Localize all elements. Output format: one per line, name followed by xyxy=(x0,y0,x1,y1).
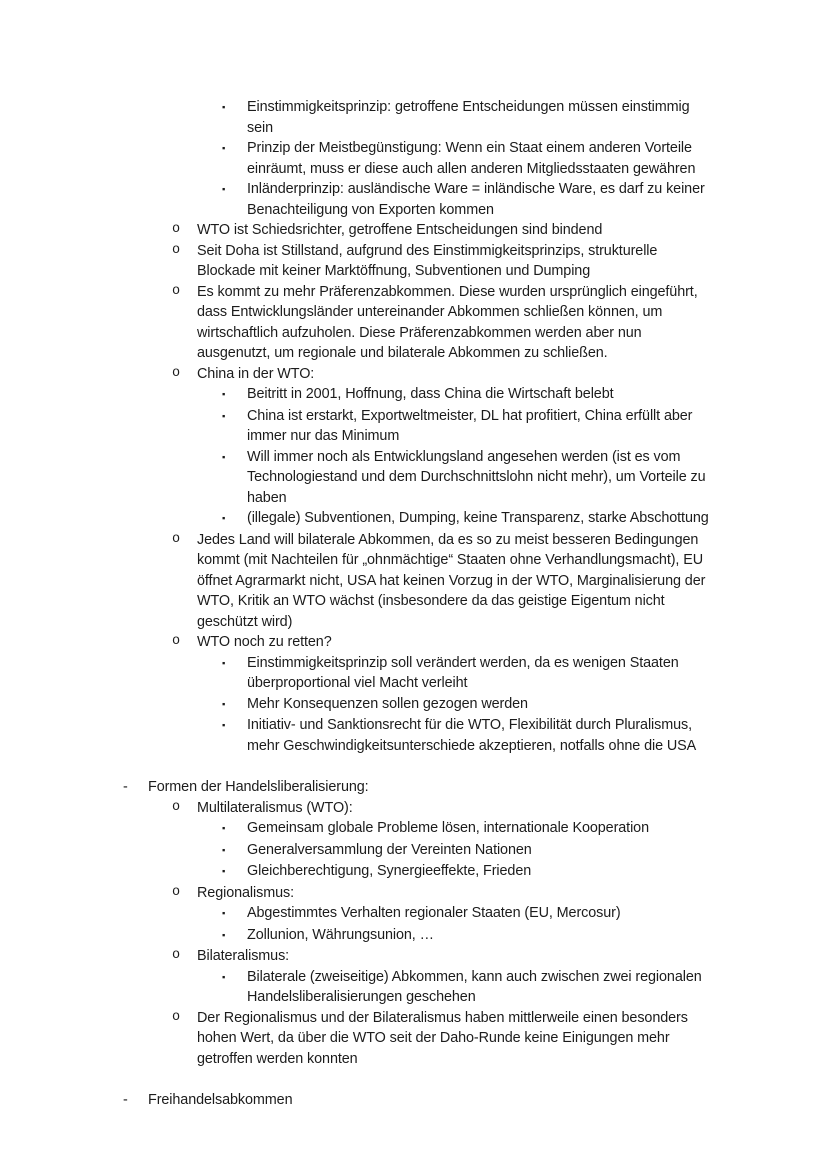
list-item-text: WTO noch zu retten? xyxy=(197,634,332,650)
bullet-square-icon: ▪ xyxy=(222,971,226,983)
list-item xyxy=(222,818,710,840)
list-item-text: Bilateralismus: xyxy=(197,948,290,964)
list-item xyxy=(172,798,710,819)
list-item-text: Gleichberechtigung, Synergieeffekte, Frieden xyxy=(247,863,532,879)
bullet-square-icon: ▪ xyxy=(222,451,226,463)
list-item xyxy=(172,241,710,282)
list-item-text: Initiativ- und Sanktionsrecht für die WTO, Flexibilität durch Pluralismus, mehr Geschwindigkeitsunterschiede akzeptieren, notfalls ohne die USA xyxy=(247,717,697,754)
bullet-square-icon: ▪ xyxy=(222,908,226,919)
bullet-circle-icon: o xyxy=(172,222,181,237)
list-item xyxy=(222,384,710,406)
list-item xyxy=(222,715,710,756)
bullet-circle-icon: o xyxy=(172,948,181,963)
bullet-square-icon: ▪ xyxy=(222,389,226,400)
list-item-text: Bilaterale (zweiseitige) Abkommen, kann auch zwischen zwei regionalen Handelsliberalisierungen geschehen xyxy=(247,968,702,1005)
list-item-text: (illegale) Subventionen, Dumping, keine Transparenz, starke Abschottung xyxy=(247,510,709,526)
list-item xyxy=(222,903,710,925)
bullet-square-icon: ▪ xyxy=(222,866,226,877)
list-item xyxy=(172,946,710,967)
bullet-square-icon: ▪ xyxy=(222,844,226,856)
bullet-square-icon: ▪ xyxy=(222,410,226,422)
list-item xyxy=(222,508,710,530)
list-item xyxy=(222,447,710,509)
list-item-text: China in der WTO: xyxy=(197,365,315,382)
list-item xyxy=(172,364,710,385)
bullet-square-icon: ▪ xyxy=(222,698,226,710)
bullet-circle-icon: o xyxy=(172,283,181,299)
list-item xyxy=(172,530,710,633)
list-item xyxy=(222,653,710,694)
list-item xyxy=(123,777,710,798)
bullet-square-icon: ▪ xyxy=(222,513,226,524)
bullet-dash-icon: - xyxy=(123,779,128,795)
list-item xyxy=(172,282,710,364)
list-item-text: China ist erstarkt, Exportweltmeister, DL hat profitiert, China erfüllt aber immer nur das Minimum xyxy=(247,407,693,444)
bullet-list xyxy=(123,97,710,1111)
bullet-square-icon: ▪ xyxy=(222,929,226,941)
list-item-text: Mehr Konsequenzen sollen gezogen werden xyxy=(247,695,528,712)
list-item-text: Zollunion, Währungsunion, … xyxy=(247,926,434,943)
bullet-square-icon: ▪ xyxy=(222,102,226,113)
bullet-square-icon: ▪ xyxy=(222,657,226,669)
list-item-text: Multilateralismus (WTO): xyxy=(197,799,353,816)
list-item-text: Freihandelsabkommen xyxy=(148,1092,293,1108)
list-item xyxy=(172,883,710,904)
bullet-circle-icon: o xyxy=(172,365,181,381)
bullet-square-icon: ▪ xyxy=(222,143,226,154)
list-item-text: Beitritt in 2001, Hoffnung, dass China die Wirtschaft belebt xyxy=(247,386,614,402)
bullet-circle-icon: o xyxy=(172,799,181,815)
bullet-circle-icon: o xyxy=(172,634,181,649)
list-item-text: Abgestimmtes Verhalten regionaler Staaten (EU, Mercosur) xyxy=(247,905,621,921)
bullet-circle-icon: o xyxy=(172,242,181,258)
list-item-text: Regionalismus: xyxy=(197,884,294,901)
list-item xyxy=(172,220,710,241)
bullet-circle-icon: o xyxy=(172,1009,181,1025)
list-item-text: Jedes Land will bilaterale Abkommen, da es so zu meist besseren Bedingungen kommt (mit Nachteilen für „ohnmächtige“ Staaten ohne Verhandlungsmacht), EU öffnet Agrarmarkt nicht, USA hat keinen Vorzug in der WTO, Marginalisierung der WTO, Kritik an WTO wächst (insbesondere da das geistige Eigentum nicht geschützt wird) xyxy=(197,531,706,630)
list-item xyxy=(222,694,710,716)
list-item xyxy=(222,925,710,947)
list-item-text: Gemeinsam globale Probleme lösen, internationale Kooperation xyxy=(247,820,649,836)
bullet-dash-icon: - xyxy=(123,1092,128,1108)
bullet-square-icon: ▪ xyxy=(222,823,226,834)
list-item-text: Generalversammlung der Vereinten Nationen xyxy=(247,841,532,858)
list-item-text: Seit Doha ist Stillstand, aufgrund des Einstimmigkeitsprinzips, strukturelle Blockade mit keiner Marktöffnung, Subventionen und Dumping xyxy=(197,242,658,279)
list-item xyxy=(222,97,710,138)
list-item-text: Einstimmigkeitsprinzip soll verändert werden, da es wenigen Staaten überproportional viel Macht verleiht xyxy=(247,654,679,691)
list-item xyxy=(222,967,710,1008)
list-item xyxy=(222,179,710,220)
list-item xyxy=(222,840,710,862)
bullet-square-icon: ▪ xyxy=(222,184,226,195)
list-item-text: Will immer noch als Entwicklungsland angesehen werden (ist es vom Technologiestand und dem Durchschnittslohn nicht mehr), um Vorteile zu haben xyxy=(247,448,706,506)
list-item-text: Prinzip der Meistbegünstigung: Wenn ein Staat einem anderen Vorteile einräumt, muss er diese auch allen anderen Mitgliedsstaaten gewähren xyxy=(247,140,696,177)
list-item-text: WTO ist Schiedsrichter, getroffene Entscheidungen sind bindend xyxy=(197,222,603,238)
bullet-circle-icon: o xyxy=(172,884,181,900)
list-item-text: Einstimmigkeitsprinzip: getroffene Entscheidungen müssen einstimmig sein xyxy=(247,99,690,136)
list-item-text: Der Regionalismus und der Bilateralismus haben mittlerweile einen besonders hohen Wert, da über die WTO seit der Daho-Runde keine Einigungen mehr getroffen werden konnten xyxy=(197,1009,688,1067)
list-item-text: Es kommt zu mehr Präferenzabkommen. Diese wurden ursprünglich eingeführt, dass Entwicklungsländer untereinander Abkommen schließen können, um wirtschaftlich aufzuholen. Diese Präferenzabkommen werden aber nun ausgenutzt, um regionale und bilaterale Abkommen zu schließen. xyxy=(197,283,698,361)
list-item xyxy=(172,1008,710,1070)
list-item xyxy=(222,406,710,447)
list-item-text: Inländerprinzip: ausländische Ware = inländische Ware, es darf zu keiner Benachteiligung von Exporten kommen xyxy=(247,181,705,218)
list-item-text: Formen der Handelsliberalisierung: xyxy=(148,779,369,795)
list-item xyxy=(123,1090,710,1111)
list-item xyxy=(222,138,710,179)
bullet-square-icon: ▪ xyxy=(222,720,226,731)
bullet-circle-icon: o xyxy=(172,531,181,547)
list-item xyxy=(172,632,710,653)
list-item xyxy=(222,861,710,883)
